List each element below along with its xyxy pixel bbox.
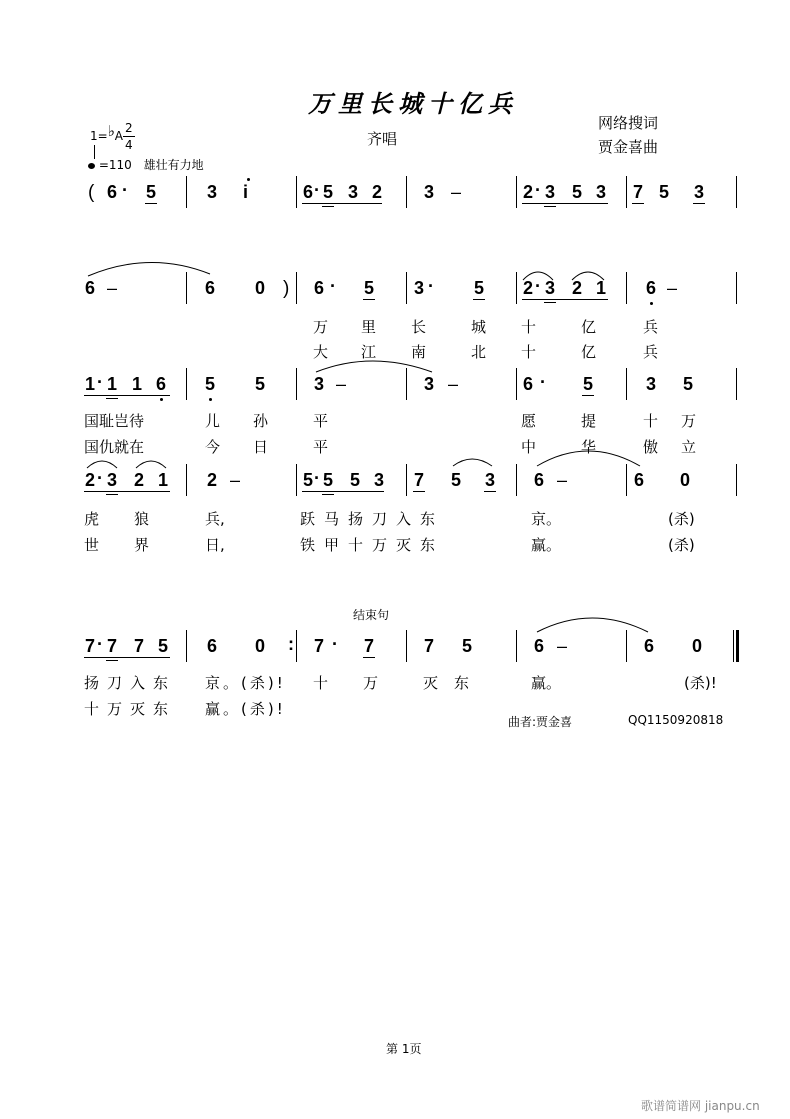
- note: 2: [134, 470, 145, 490]
- lyric: 儿: [205, 412, 221, 430]
- lyric: 提: [581, 412, 597, 430]
- note: –: [230, 470, 241, 490]
- lyric: 万: [363, 674, 379, 692]
- lyric: 十: [521, 318, 537, 336]
- note: ·: [314, 468, 320, 488]
- note: ·: [330, 276, 336, 296]
- slur: [537, 618, 648, 632]
- note: 5: [659, 182, 670, 202]
- note: –: [336, 374, 347, 394]
- lyric: 十: [643, 412, 659, 430]
- note: 6: [646, 278, 657, 298]
- note: 5: [146, 182, 157, 202]
- note: 2: [207, 470, 218, 490]
- lyric: 兵: [643, 343, 659, 361]
- note: 5: [205, 374, 216, 394]
- ending-label: 结束句: [353, 608, 390, 622]
- lyric: 中: [521, 438, 537, 456]
- lyric: 平: [313, 412, 329, 430]
- note: 5: [683, 374, 694, 394]
- note: ·: [314, 180, 320, 200]
- note: 7: [134, 636, 145, 656]
- note: 7: [633, 182, 644, 202]
- lyric: 赢。: [531, 536, 562, 554]
- key-note: A: [114, 129, 123, 143]
- lyric: (杀): [668, 536, 695, 554]
- note: 3: [545, 278, 556, 298]
- lyric: 十万灭东: [84, 700, 177, 718]
- note: 3: [485, 470, 496, 490]
- note: 5: [451, 470, 462, 490]
- note: –: [557, 470, 568, 490]
- lyric: 跃马扬刀入东: [300, 510, 445, 528]
- lyric: 城: [471, 318, 487, 336]
- note: 5: [255, 374, 266, 394]
- note: 6: [534, 470, 545, 490]
- time-sig-bottom: 4: [125, 138, 133, 152]
- lyric: 里: [361, 318, 377, 336]
- note: 5: [364, 278, 375, 298]
- time-sig-top: 2: [125, 121, 133, 135]
- note: 2: [523, 278, 534, 298]
- note: 3: [545, 182, 556, 202]
- lyric: 虎: [84, 510, 100, 528]
- note: 5: [474, 278, 485, 298]
- slur: [136, 461, 166, 468]
- note: 2: [523, 182, 534, 202]
- lyric: 日: [253, 438, 269, 456]
- note: ·: [540, 372, 546, 392]
- score-title: 万里长城十亿兵: [308, 89, 518, 118]
- lyric: 江: [361, 343, 377, 361]
- flat-symbol: ♭: [107, 122, 115, 140]
- note: 3: [646, 374, 657, 394]
- note: 5: [583, 374, 594, 394]
- note: 6: [156, 374, 167, 394]
- lyric: 国仇就在: [84, 438, 145, 456]
- lyric: 京。: [531, 510, 562, 528]
- note: 6: [634, 470, 645, 490]
- lyric: 十: [521, 343, 537, 361]
- note: 0: [255, 636, 266, 656]
- note: 1: [158, 470, 169, 490]
- key-prefix: 1=: [90, 129, 108, 143]
- lyric: 十: [313, 674, 329, 692]
- qq-contact: QQ1150920818: [628, 713, 724, 727]
- note: 3: [414, 278, 425, 298]
- note: 0: [692, 636, 703, 656]
- slur: [453, 459, 492, 466]
- lyric: 长: [411, 318, 427, 336]
- note: 7: [314, 636, 325, 656]
- note: 3: [424, 374, 435, 394]
- lyric: 万: [681, 412, 697, 430]
- lyric: 北: [471, 343, 487, 361]
- note: ·: [122, 180, 128, 200]
- lyric: 孙: [253, 412, 269, 430]
- note: 5: [303, 470, 314, 490]
- tempo-value: =110: [98, 158, 132, 172]
- lyric: (杀): [668, 510, 695, 528]
- composer-credit: 贾金喜曲: [598, 138, 659, 156]
- composer-footer: 曲者:贾金喜: [508, 715, 573, 729]
- lyric: 华: [581, 438, 597, 456]
- lyric: 平: [313, 438, 329, 456]
- note: 7: [85, 636, 96, 656]
- note: 5: [572, 182, 583, 202]
- note: 7: [414, 470, 425, 490]
- note: 6: [534, 636, 545, 656]
- note: ·: [428, 276, 434, 296]
- note: 3: [207, 182, 218, 202]
- note: 0: [680, 470, 691, 490]
- note: 3: [694, 182, 705, 202]
- note: 6: [85, 278, 96, 298]
- performance-style: 齐唱: [367, 130, 398, 148]
- note: ·: [535, 180, 541, 200]
- slur: [523, 272, 553, 280]
- lyric: 赢。: [531, 674, 562, 692]
- lyric: 兵,: [205, 510, 225, 528]
- lyric: 愿: [521, 412, 537, 430]
- note: i: [243, 182, 249, 202]
- note: 5: [462, 636, 473, 656]
- note: 3: [348, 182, 359, 202]
- lyric: 国耻岂待: [84, 412, 145, 430]
- note: 1: [596, 278, 607, 298]
- note: 6: [207, 636, 218, 656]
- lyric: 亿: [581, 318, 597, 336]
- note: 3: [424, 182, 435, 202]
- slur: [572, 272, 604, 280]
- note: 6: [107, 182, 118, 202]
- note: –: [667, 278, 678, 298]
- slur: [87, 461, 117, 468]
- lyric: 万: [313, 318, 329, 336]
- note: 2: [572, 278, 583, 298]
- lyric: 兵: [643, 318, 659, 336]
- slur: [537, 451, 640, 466]
- lyric: 傲: [643, 438, 659, 456]
- watermark: 歌谱简谱网 jianpu.cn: [641, 1099, 760, 1113]
- note: 5: [158, 636, 169, 656]
- note: 7: [364, 636, 375, 656]
- lyric: 亿: [581, 343, 597, 361]
- lyric: 灭东: [423, 674, 486, 692]
- lyric: 南: [411, 343, 427, 361]
- note: 6: [303, 182, 314, 202]
- note: 3: [314, 374, 325, 394]
- note: ·: [97, 468, 103, 488]
- lyric: 界: [134, 536, 150, 554]
- note: (: [88, 182, 95, 203]
- lyricist-credit: 网络搜词: [598, 114, 659, 132]
- tempo-expression: 雄壮有力地: [143, 158, 204, 172]
- note: –: [557, 636, 568, 656]
- note: 7: [424, 636, 435, 656]
- note: ·: [97, 634, 103, 654]
- lyric: 日,: [205, 536, 225, 554]
- slur: [316, 361, 432, 372]
- note: ·: [97, 372, 103, 392]
- lyric: 赢。(杀)!: [205, 700, 286, 718]
- note: 5: [323, 182, 334, 202]
- note: 7: [107, 636, 118, 656]
- note: 6: [644, 636, 655, 656]
- note: 3: [596, 182, 607, 202]
- note: 2: [372, 182, 383, 202]
- note: 3: [107, 470, 118, 490]
- note: 6: [205, 278, 216, 298]
- lyric: 铁甲十万灭东: [300, 536, 445, 554]
- note: 6: [314, 278, 325, 298]
- note: –: [107, 278, 118, 298]
- note: ·: [332, 634, 338, 654]
- lyric: 大: [313, 343, 329, 361]
- note: ): [283, 278, 290, 299]
- note: :: [288, 634, 294, 654]
- note: 1: [132, 374, 143, 394]
- lyric: 狼: [134, 510, 150, 528]
- slur: [88, 262, 210, 276]
- lyric: 京。(杀)!: [205, 674, 286, 692]
- note: ·: [535, 276, 541, 296]
- note: 5: [323, 470, 334, 490]
- lyric: 世: [84, 536, 100, 554]
- note: 1: [107, 374, 118, 394]
- lyric: 今: [205, 438, 221, 456]
- lyric: (杀)!: [684, 674, 717, 692]
- note: –: [448, 374, 459, 394]
- note: 6: [523, 374, 534, 394]
- lyric: 扬刀入东: [84, 674, 177, 692]
- note: 0: [255, 278, 266, 298]
- page-number: 第 1页: [386, 1042, 422, 1056]
- note: –: [451, 182, 462, 202]
- lyric: 立: [681, 438, 697, 456]
- note: 3: [374, 470, 385, 490]
- note: 2: [85, 470, 96, 490]
- note: 1: [85, 374, 96, 394]
- note: 5: [350, 470, 361, 490]
